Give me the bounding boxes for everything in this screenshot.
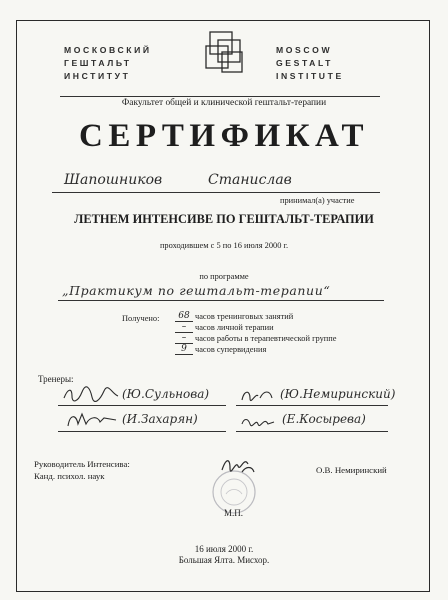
director-name: О.В. Немиринский xyxy=(316,465,387,475)
hours-supervision-value: 9 xyxy=(175,344,193,355)
hours-received-label: Получено: xyxy=(122,314,160,323)
issue-place: Большая Ялта. Мисхор. xyxy=(178,555,270,565)
hours-personal-therapy-label: часов личной терапии xyxy=(195,323,274,332)
program-label: по программе xyxy=(199,272,249,281)
institute-name-en xyxy=(276,44,344,83)
hours-training-value: 68 xyxy=(175,311,193,322)
institute-logo-icon xyxy=(202,30,248,76)
trainer-1-signature-icon xyxy=(62,386,120,404)
event-name: ЛЕТНЕМ ИНТЕНСИВЕ ПО ГЕШТАЛЬТ-ТЕРАПИИ xyxy=(74,212,374,226)
institute-name-en-line-3: INSTITUTE xyxy=(276,71,344,81)
hours-row-supervision xyxy=(175,344,266,355)
hours-row-group-work xyxy=(175,333,336,344)
trainer-1-name: (Ю.Сульнова) xyxy=(122,387,210,401)
hours-group-work-label: часов работы в терапевтической группе xyxy=(195,334,337,343)
hours-supervision-label: часов супервидения xyxy=(195,345,267,354)
trainer-2-signature-icon xyxy=(240,386,276,404)
institute-name-ru xyxy=(64,44,152,83)
trainer-3-name: (И.Захарян) xyxy=(122,412,198,426)
trainer-4-line xyxy=(236,431,388,432)
director-label: Руководитель Интенсива: xyxy=(34,459,130,469)
trainers-label: Тренеры: xyxy=(38,374,74,384)
program-name-line xyxy=(58,300,384,301)
trainer-3-signature-icon xyxy=(64,410,120,430)
trainer-1-line xyxy=(58,405,226,406)
trainer-4-signature-icon xyxy=(240,412,276,430)
recipient-first-name: Станислав xyxy=(208,172,292,188)
hours-row-training xyxy=(175,311,293,322)
institute-name-ru-line-2: ГЕШТАЛЬТ xyxy=(64,58,132,68)
certificate-title: СЕРТИФИКАТ xyxy=(79,118,369,154)
institute-name-ru-line-1: МОСКОВСКИЙ xyxy=(64,45,152,55)
institute-name-en-line-2: GESTALT xyxy=(276,58,334,68)
hours-training-label: часов тренинговых занятий xyxy=(195,312,294,321)
recipient-name-line xyxy=(52,192,380,193)
trainer-2-line xyxy=(236,405,388,406)
trainer-4-name: (Е.Косырева) xyxy=(282,412,366,426)
recipient-surname: Шапошников xyxy=(64,172,163,188)
hours-personal-therapy-value: – xyxy=(175,322,193,333)
hours-group-work-value: – xyxy=(175,333,193,344)
header-divider xyxy=(60,96,380,97)
issue-date: 16 июля 2000 г. xyxy=(194,544,254,554)
event-dates: проходившем с 5 по 16 июля 2000 г. xyxy=(159,241,289,250)
stamp-label: М.П. xyxy=(224,508,244,518)
director-signature-icon xyxy=(218,452,258,480)
faculty-name: Факультет общей и клинической гештальт-терапии xyxy=(121,98,327,108)
hours-row-personal-therapy xyxy=(175,322,274,333)
program-name: „Практикум по гештальт-терапии“ xyxy=(62,283,331,298)
trainer-3-line xyxy=(58,431,226,432)
institute-name-ru-line-3: ИНСТИТУТ xyxy=(64,71,131,81)
participated-label: принимал(а) участие xyxy=(280,196,355,205)
institute-name-en-line-1: MOSCOW xyxy=(276,45,333,55)
trainer-2-name: (Ю.Немиринский) xyxy=(280,387,396,401)
director-degree: Канд. психол. наук xyxy=(34,471,105,481)
